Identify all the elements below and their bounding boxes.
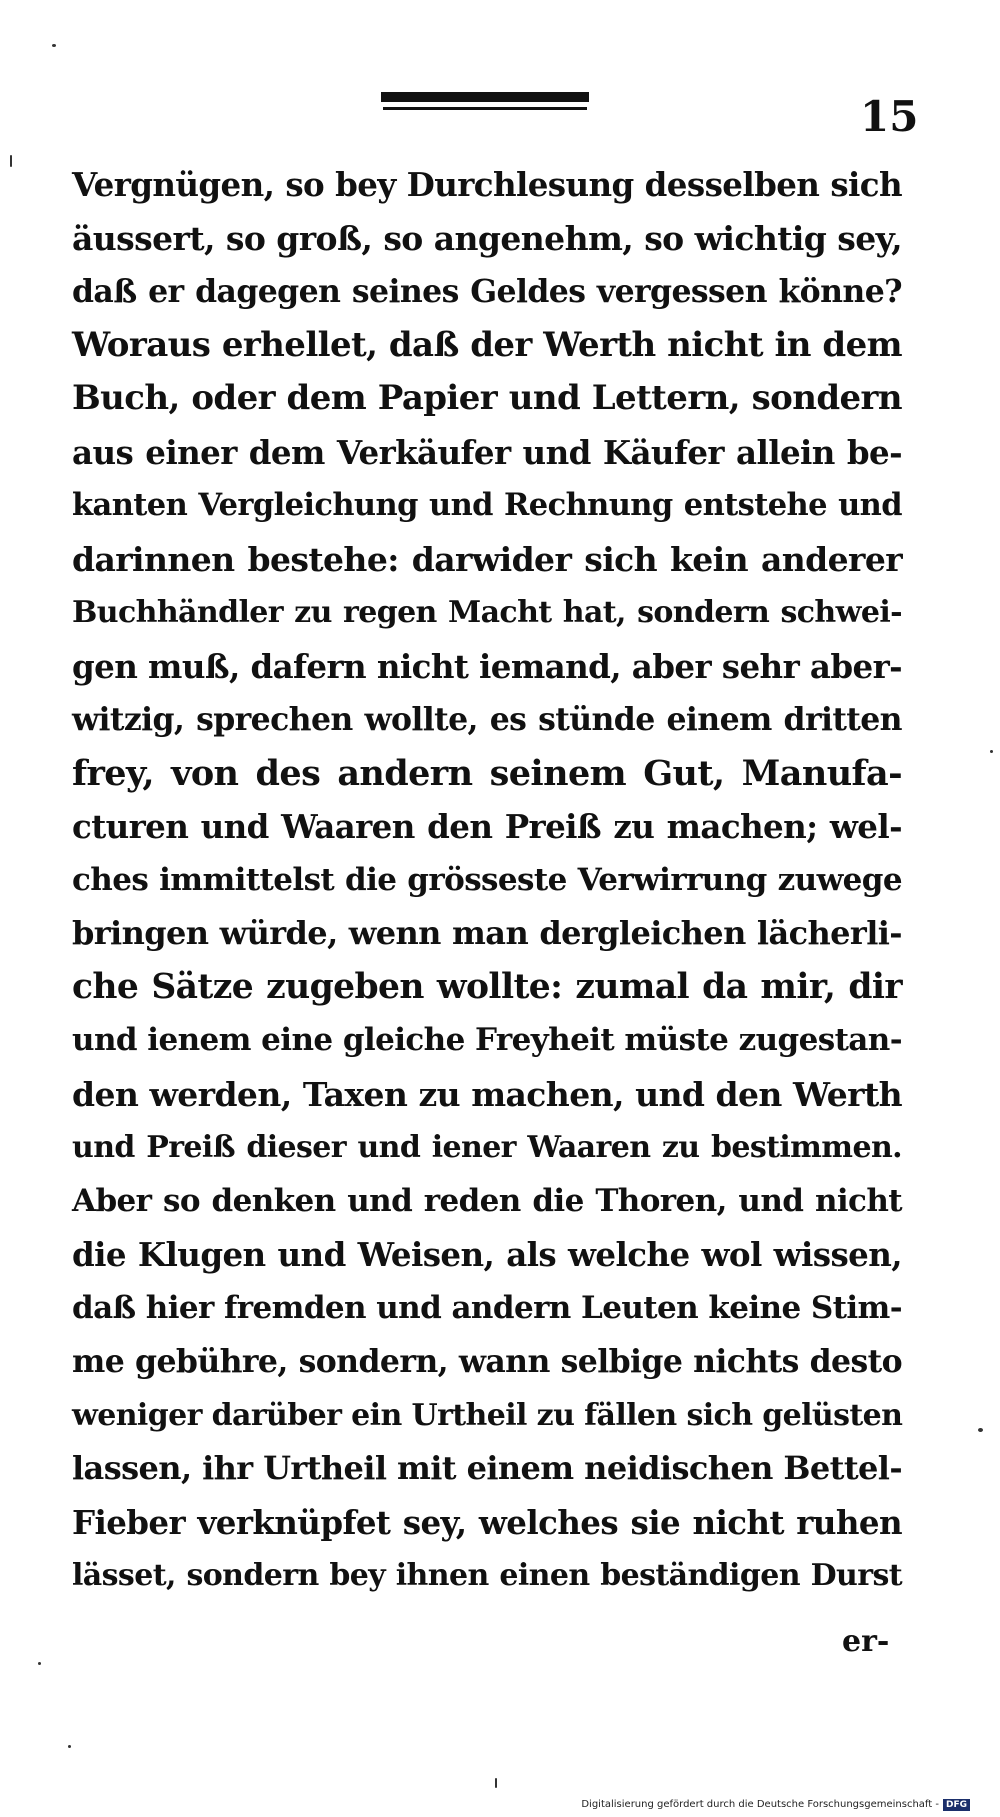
text-line: Woraus erhellet, daß der Werth nicht in dem [72, 324, 902, 365]
scan-speck [38, 1662, 41, 1665]
scan-speck [52, 44, 56, 47]
body-text [72, 158, 902, 1603]
text-line: lassen, ihr Urtheil mit einem neidischen Bettel- [72, 1449, 902, 1487]
text-line: und ienem eine gleiche Freyheit müste zugestan- [72, 1022, 902, 1058]
text-line: darinnen bestehe: darwider sich kein anderer [72, 539, 902, 579]
page-number: 15 [860, 92, 919, 141]
scan-speck [68, 1745, 71, 1748]
text-line: kanten Vergleichung und Rechnung entstehe und [72, 487, 902, 523]
text-line: cturen und Waaren den Preiß zu machen; wel- [72, 807, 902, 846]
header-rule-thin [383, 107, 587, 110]
header-rule-thick [381, 92, 589, 102]
catchword: er- [842, 1624, 890, 1659]
digitization-credit [581, 1799, 970, 1811]
text-line: die Klugen und Weisen, als welche wol wissen, [72, 1235, 902, 1274]
text-line: weniger darüber ein Urtheil zu fällen sich gelüsten [72, 1397, 903, 1433]
dfg-logo: DFG [943, 1799, 970, 1811]
text-line: daß hier fremden und andern Leuten keine Stim- [72, 1289, 902, 1326]
scan-speck [978, 1428, 983, 1432]
credit-text: Digitalisierung gefördert durch die Deutsche Forschungsgemeinschaft - [581, 1799, 939, 1810]
text-line: äussert, so groß, so angenehm, so wichtig sey, [72, 218, 902, 258]
text-line: den werden, Taxen zu machen, und den Werth [72, 1074, 902, 1114]
text-line: und Preiß dieser und iener Waaren zu bestimmen. [72, 1130, 902, 1165]
text-line: frey, von des andern seinem Gut, Manufa- [72, 752, 902, 794]
text-line: che Sätze zugeben wollte: zumal da mir, dir [72, 966, 902, 1007]
header-rule [381, 92, 589, 114]
text-line: Fieber verknüpfet sey, welches sie nicht ruhen [72, 1502, 902, 1542]
text-line: daß er dagegen seines Geldes vergessen könne? [72, 273, 902, 310]
text-line: Vergnügen, so bey Durchlesung desselben sich [72, 165, 902, 204]
scan-speck [10, 155, 12, 167]
text-line: ches immittelst die grösseste Verwirrung zuwege [72, 861, 902, 898]
scan-speck [990, 750, 993, 753]
scan-speck [495, 1778, 497, 1788]
text-line: me gebühre, sondern, wann selbige nichts desto [72, 1343, 902, 1380]
text-line: aus einer dem Verkäufer und Käufer allein be- [72, 432, 902, 472]
text-line: bringen würde, wenn man dergleichen lächerli- [72, 914, 902, 952]
text-line: Buchhändler zu regen Macht hat, sondern schwei- [72, 595, 902, 630]
text-line: lässet, sondern bey ihnen einen beständigen Durst [72, 1558, 902, 1593]
text-line: Buch, oder dem Papier und Lettern, sondern [72, 378, 902, 418]
text-line: gen muß, dafern nicht iemand, aber sehr aber- [72, 646, 902, 686]
text-line: Aber so denken und reden die Thoren, und nicht [72, 1182, 902, 1219]
text-line: witzig, sprechen wollte, es stünde einem dritten [72, 701, 902, 738]
